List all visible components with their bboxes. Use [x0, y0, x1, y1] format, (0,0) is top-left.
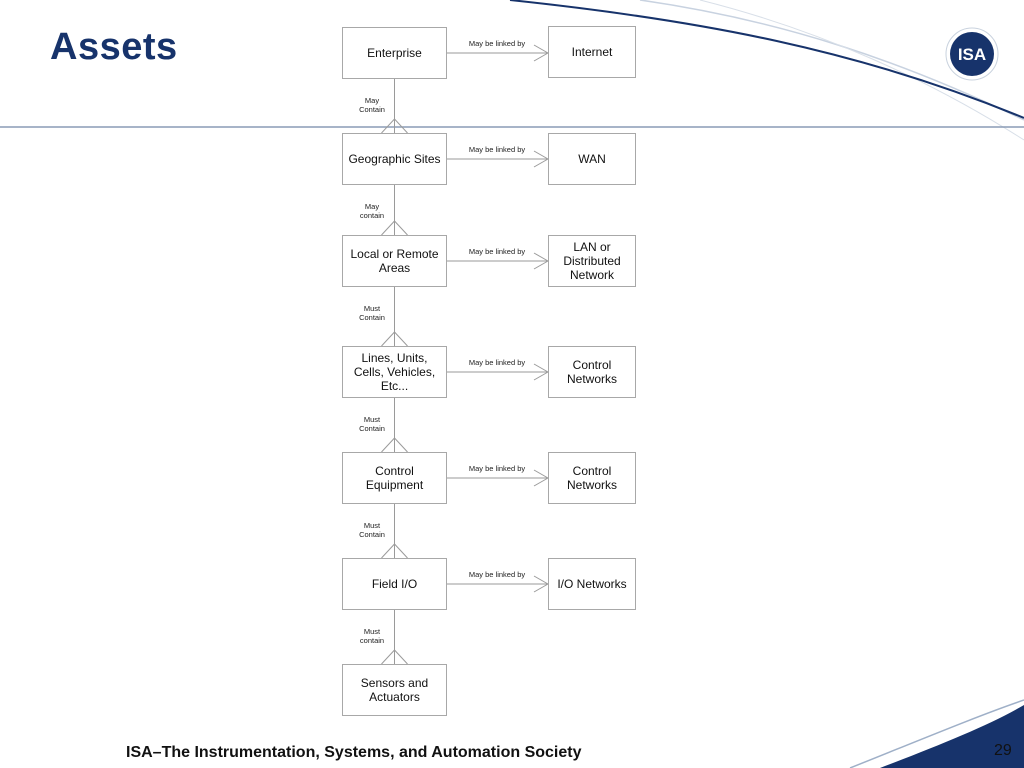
entity-box: Lines, Units, Cells, Vehicles, Etc... [342, 346, 447, 398]
crows-foot-prong [534, 53, 548, 61]
link-label: May be linked by [468, 39, 526, 48]
crows-foot-prong [395, 221, 408, 235]
entity-box: Field I/O [342, 558, 447, 610]
contain-label: Must Contain [359, 415, 385, 433]
network-box: Control Networks [548, 346, 636, 398]
link-label: May be linked by [468, 570, 526, 579]
entity-box: Local or Remote Areas [342, 235, 447, 287]
link-label: May be linked by [468, 247, 526, 256]
crows-foot-prong [382, 221, 395, 235]
link-label: May be linked by [468, 464, 526, 473]
network-box: I/O Networks [548, 558, 636, 610]
contain-label: Must contain [359, 627, 385, 645]
crows-foot-prong [382, 332, 395, 346]
crows-foot-prong [395, 332, 408, 346]
crows-foot-prong [382, 650, 395, 664]
network-box: LAN or Distributed Network [548, 235, 636, 287]
crows-foot-prong [534, 159, 548, 167]
network-box: Control Networks [548, 452, 636, 504]
crows-foot-prong [534, 261, 548, 269]
page-number: 29 [994, 742, 1012, 759]
crows-foot-prong [395, 544, 408, 558]
crows-foot-prong [395, 438, 408, 452]
link-label: May be linked by [468, 358, 526, 367]
contain-label: May contain [359, 202, 385, 220]
crows-foot-prong [382, 438, 395, 452]
slide-title: Assets [50, 26, 178, 68]
network-box: WAN [548, 133, 636, 185]
footer-text: ISA–The Instrumentation, Systems, and Automation Society [126, 744, 582, 761]
crows-foot-prong [395, 650, 408, 664]
crows-foot-prong [382, 544, 395, 558]
entity-box: Sensors and Actuators [342, 664, 447, 716]
link-label: May be linked by [468, 145, 526, 154]
crows-foot-prong [382, 119, 395, 133]
network-box: Internet [548, 26, 636, 78]
entity-box: Enterprise [342, 27, 447, 79]
entity-box: Control Equipment [342, 452, 447, 504]
contain-label: Must Contain [359, 304, 385, 322]
crows-foot-prong [534, 478, 548, 486]
crows-foot-prong [395, 119, 408, 133]
isa-logo-text: ISA [957, 45, 987, 64]
contain-label: May Contain [359, 96, 385, 114]
entity-box: Geographic Sites [342, 133, 447, 185]
contain-label: Must Contain [359, 521, 385, 539]
crows-foot-prong [534, 584, 548, 592]
crows-foot-prong [534, 372, 548, 380]
